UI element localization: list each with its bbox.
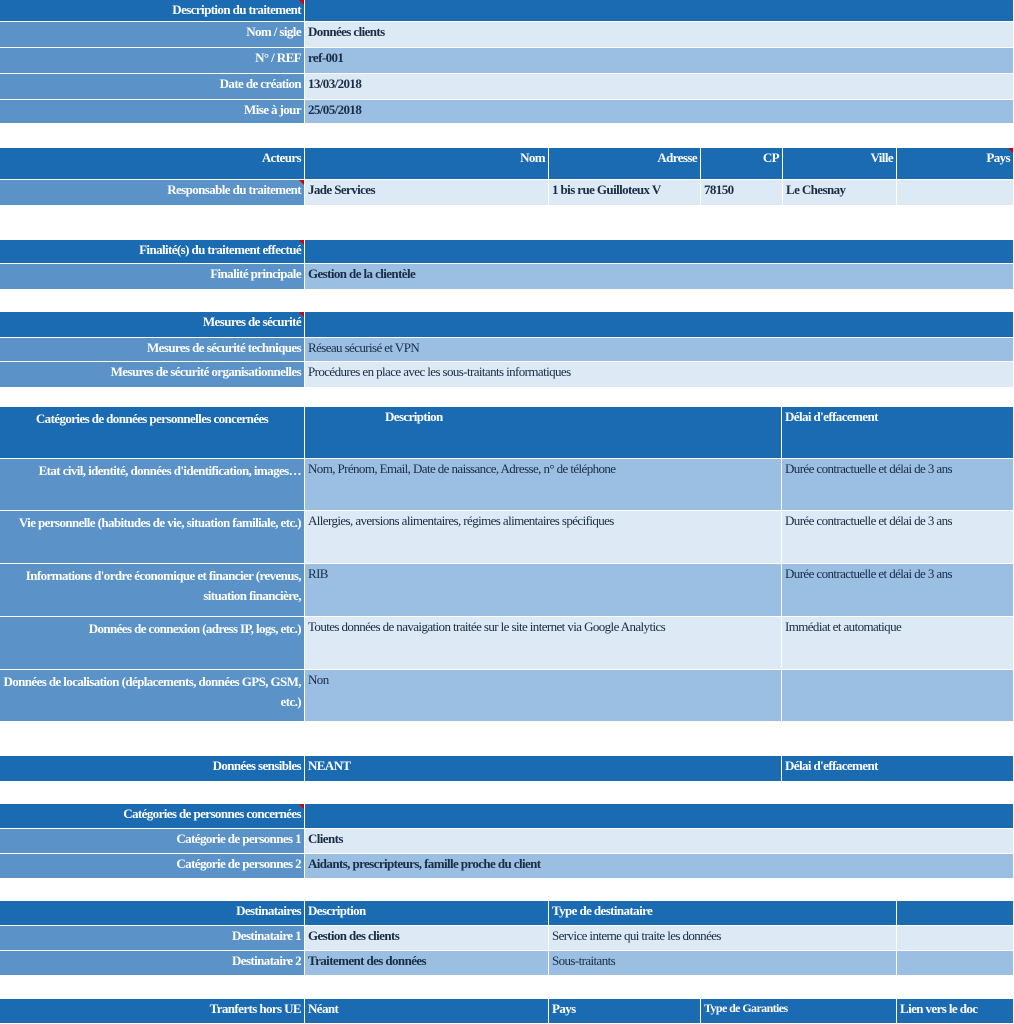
transferts-garanties-header: Type de Garanties [701, 999, 897, 1024]
transferts-value-cell[interactable]: Néant [305, 999, 549, 1024]
table-row [0, 564, 1014, 617]
date-creation-value-cell[interactable]: 13/03/2018 [305, 74, 1014, 100]
adresse-column-header: Adresse [549, 148, 701, 180]
row-label: Finalité principale [0, 264, 305, 290]
delai-cell[interactable]: Durée contractuelle et délai de 3 ans [782, 564, 1014, 617]
personnes-2-cell[interactable]: Aidants, prescripteurs, famille proche du client [305, 854, 1014, 879]
securite-techniques-row [0, 338, 1014, 362]
securite-organisationnelles-row [0, 362, 1014, 388]
destinataire-description-cell[interactable]: Traitement des données [305, 951, 549, 976]
pays-column-header: Pays [897, 148, 1014, 180]
destinataire-description-cell[interactable]: Gestion des clients [305, 926, 549, 951]
header-filler [305, 804, 1014, 829]
destinataires-header-row [0, 901, 1014, 926]
row-label: Données de connexion (adress IP, logs, etc.) [0, 617, 305, 670]
description-row-ref [0, 48, 1014, 74]
description-header-row [0, 0, 1014, 22]
description-cell[interactable]: Non [305, 670, 782, 722]
row-label: Etat civil, identité, données d'identification, images… [0, 459, 305, 511]
header-filler [305, 312, 1014, 338]
transferts-pays-header: Pays [549, 999, 701, 1024]
securite-header-row [0, 312, 1014, 338]
row-label: Destinataire 1 [0, 926, 305, 951]
finalite-principale-cell[interactable]: Gestion de la clientèle [305, 264, 1014, 290]
destinataire-extra-cell[interactable] [897, 926, 1014, 951]
row-label: Mise à jour [0, 100, 305, 124]
row-label: Destinataire 2 [0, 951, 305, 976]
responsable-adresse-cell[interactable]: 1 bis rue Guilloteux V [549, 180, 701, 206]
categories-header: Catégories de données personnelles concernées [0, 407, 305, 459]
nom-value-cell[interactable]: Données clients [305, 22, 1014, 48]
finalites-header: Finalité(s) du traitement effectué [0, 240, 305, 264]
row-label: Mesures de sécurité organisationnelles [0, 362, 305, 388]
row-label: Catégorie de personnes 2 [0, 854, 305, 879]
ville-column-header: Ville [783, 148, 897, 180]
comment-marker-icon [299, 240, 304, 245]
table-row [0, 617, 1014, 670]
row-label: Vie personnelle (habitudes de vie, situation familiale, etc.) [0, 511, 305, 564]
securite-header: Mesures de sécurité [0, 312, 305, 338]
header-filler [305, 240, 1014, 264]
responsable-nom-cell[interactable]: Jade Services [305, 180, 549, 206]
finalites-header-row [0, 240, 1014, 264]
destinataire-type-cell[interactable]: Sous-traitants [549, 951, 897, 976]
sensibles-row [0, 756, 1014, 782]
transferts-label: Tranferts hors UE [0, 999, 305, 1024]
comment-marker-icon [299, 180, 304, 185]
description-row-mise-a-jour [0, 100, 1014, 124]
destinataire-row-2 [0, 951, 1014, 976]
categories-header-row [0, 407, 1014, 459]
securite-techniques-cell[interactable]: Réseau sécurisé et VPN [305, 338, 1014, 362]
transferts-row [0, 999, 1014, 1024]
ref-value-cell[interactable]: ref-001 [305, 48, 1014, 74]
delai-cell[interactable]: Immédiat et automatique [782, 617, 1014, 670]
personnes-header: Catégories de personnes concernées [0, 804, 305, 829]
sensibles-delai-header: Délai d'effacement [782, 756, 1014, 782]
sensibles-value-cell[interactable]: NEANT [305, 756, 782, 782]
responsable-ville-cell[interactable]: Le Chesnay [783, 180, 897, 206]
personnes-1-cell[interactable]: Clients [305, 829, 1014, 854]
destinataire-row-1 [0, 926, 1014, 951]
header-filler [305, 0, 1014, 22]
table-row [0, 670, 1014, 722]
acteurs-header-row [0, 148, 1014, 180]
description-cell[interactable]: Toutes données de navaigation traitée sur le site internet via Google Analytics [305, 617, 782, 670]
table-row [0, 511, 1014, 564]
personnes-row-2 [0, 854, 1014, 879]
securite-organisationnelles-cell[interactable]: Procédures en place avec les sous-traitants informatiques [305, 362, 1014, 388]
row-label: N° / REF [0, 48, 305, 74]
personnes-row-1 [0, 829, 1014, 854]
mise-a-jour-value-cell[interactable]: 25/05/2018 [305, 100, 1014, 124]
description-cell[interactable]: Allergies, aversions alimentaires, régimes alimentaires spécifiques [305, 511, 782, 564]
sensibles-label: Données sensibles [0, 756, 305, 782]
responsable-row [0, 180, 1014, 206]
personnes-header-row [0, 804, 1014, 829]
row-label: Mesures de sécurité techniques [0, 338, 305, 362]
comment-marker-icon [299, 0, 304, 5]
finalite-principale-row [0, 264, 1014, 290]
comment-marker-icon [299, 312, 304, 317]
table-row [0, 459, 1014, 511]
destinataires-description-header: Description [305, 901, 549, 926]
row-label: Date de création [0, 74, 305, 100]
description-column-header: Description [305, 407, 782, 459]
cp-column-header: CP [701, 148, 783, 180]
delai-column-header: Délai d'effacement [782, 407, 1014, 459]
row-label: Nom / sigle [0, 22, 305, 48]
delai-cell[interactable] [782, 670, 1014, 722]
description-header: Description du traitement [0, 0, 305, 22]
destinataires-type-header: Type de destinataire [549, 901, 897, 926]
row-label: Informations d'ordre économique et financier (revenus, situation financière, [0, 564, 305, 617]
delai-cell[interactable]: Durée contractuelle et délai de 3 ans [782, 459, 1014, 511]
destinataires-extra-header [897, 901, 1014, 926]
acteurs-header: Acteurs [0, 148, 305, 180]
nom-column-header: Nom [305, 148, 549, 180]
description-row-nom [0, 22, 1014, 48]
delai-cell[interactable]: Durée contractuelle et délai de 3 ans [782, 511, 1014, 564]
destinataire-extra-cell[interactable] [897, 951, 1014, 976]
row-label: Catégorie de personnes 1 [0, 829, 305, 854]
destinataire-type-cell[interactable]: Service interne qui traite les données [549, 926, 897, 951]
comment-marker-icon [1008, 148, 1013, 153]
transferts-lien-header: Lien vers le doc [897, 999, 1014, 1024]
responsable-pays-cell[interactable] [897, 180, 1014, 206]
comment-marker-icon [299, 804, 304, 809]
description-cell[interactable]: RIB [305, 564, 782, 617]
description-row-date-creation [0, 74, 1014, 100]
responsable-label: Responsable du traitement [0, 180, 305, 206]
responsable-cp-cell[interactable]: 78150 [701, 180, 783, 206]
description-cell[interactable]: Nom, Prénom, Email, Date de naissance, Adresse, n° de téléphone [305, 459, 782, 511]
row-label: Données de localisation (déplacements, données GPS, GSM, etc.) [0, 670, 305, 722]
destinataires-header: Destinataires [0, 901, 305, 926]
